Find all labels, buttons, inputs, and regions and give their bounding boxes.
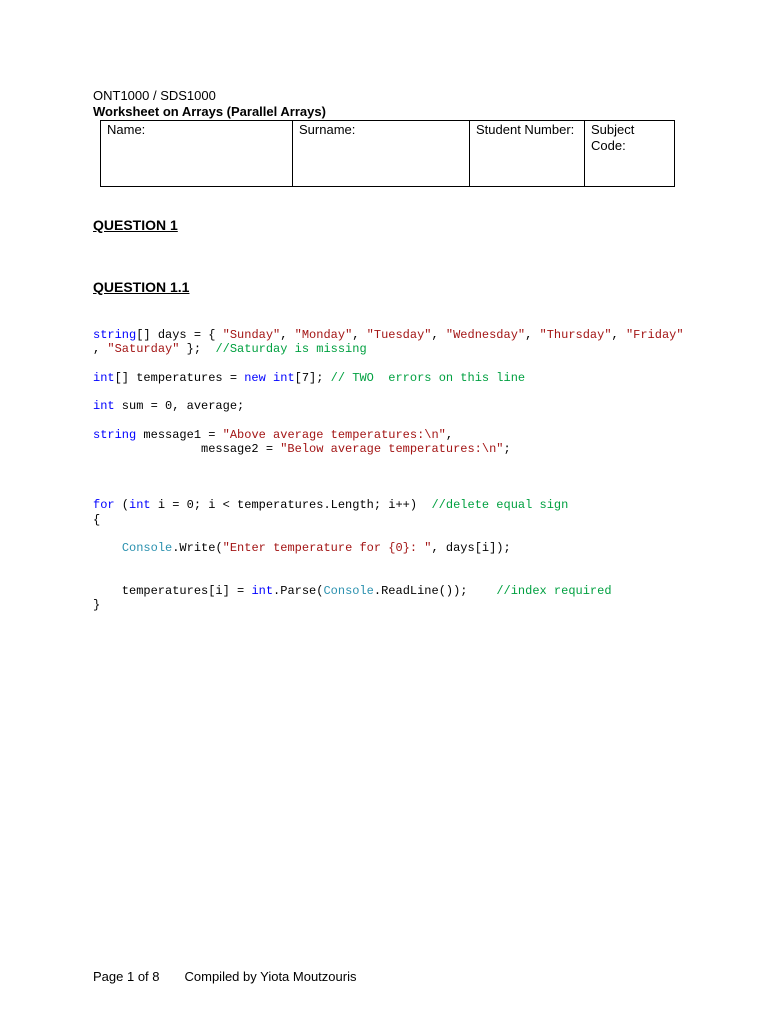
code-text: ; [503,442,511,456]
code-text: , [611,328,626,342]
code-text: .Write( [172,541,223,555]
string-literal: "Wednesday" [445,328,526,342]
keyword: int [251,584,274,598]
keyword: int [129,498,151,512]
code-line-close-brace [93,598,100,612]
code-line-parse [93,584,612,598]
code-line-message1 [93,428,453,442]
string-literal: "Friday" [625,328,684,342]
code-text: , days[i]); [431,541,511,555]
string-literal: "Above average temperatures:\n" [222,428,446,442]
string-literal: "Saturday" [107,342,180,356]
string-literal: "Monday" [294,328,353,342]
code-text: , [352,328,367,342]
code-text: }; [179,342,216,356]
string-literal: "Below average temperatures:\n" [280,442,504,456]
code-comment: //Saturday is missing [215,342,367,356]
string-literal: "Enter temperature for {0}: " [222,541,432,555]
code-text: i = 0; i < temperatures.Length; i++) [150,498,432,512]
code-text: } [93,598,101,612]
code-line-for [93,498,568,512]
name-cell [101,121,293,187]
code-text: message1 = [136,428,223,442]
class-name: Console [121,541,173,555]
compiled-by: Compiled by Yiota Moutzouris [184,969,357,984]
worksheet-title: Worksheet on Arrays (Parallel Arrays) [93,104,326,119]
question-1-heading: QUESTION 1 [93,217,178,233]
string-literal: "Tuesday" [366,328,432,342]
code-comment: //index required [496,584,612,598]
code-line-days-cont [93,342,367,356]
code-text [93,541,122,555]
subject-code-cell [585,121,675,187]
keyword: int [93,371,115,385]
keyword: string [93,328,137,342]
course-codes: ONT1000 / SDS1000 [93,88,216,103]
page-footer [93,969,356,984]
code-text: temperatures[i] = [93,584,252,598]
student-number-cell [470,121,585,187]
keyword: string [93,428,137,442]
name-label: Name: [107,122,146,137]
code-line-open-brace [93,513,100,527]
code-line-sum [93,399,244,413]
code-line-days [93,328,684,342]
code-line-write [93,541,511,555]
surname-cell [293,121,470,187]
keyword: int [273,371,295,385]
code-line-temperatures [93,371,525,385]
code-text: , [445,428,454,442]
page-number: Page 1 of 8 [93,969,160,984]
code-text: { [93,513,101,527]
class-name: Console [323,584,374,598]
code-text: [7]; [294,371,331,385]
surname-label: Surname: [299,122,356,137]
code-comment: // TWO errors on this line [330,371,526,385]
code-text: sum = 0, average; [114,399,245,413]
subject-label: Subject [591,122,635,137]
code-text: [] days = { [136,328,223,342]
code-text: , [431,328,446,342]
student-number-label: Student Number: [476,122,575,137]
code-text [266,371,273,385]
keyword: int [93,399,115,413]
question-1-1-heading: QUESTION 1.1 [93,279,190,295]
code-label: Code: [591,138,626,153]
string-literal: "Thursday" [539,328,612,342]
code-text: ( [114,498,130,512]
string-literal: "Sunday" [222,328,281,342]
code-comment: //delete equal sign [431,498,569,512]
code-text: , [93,342,108,356]
keyword: for [93,498,115,512]
keyword: new [244,371,266,385]
code-text: , [525,328,540,342]
code-text: [] temperatures = [114,371,245,385]
student-info-table [100,120,675,187]
code-text: .Parse( [273,584,324,598]
code-text: , [280,328,295,342]
code-text: .ReadLine()); [373,584,497,598]
code-text: message2 = [93,442,281,456]
code-line-message2 [93,442,511,456]
